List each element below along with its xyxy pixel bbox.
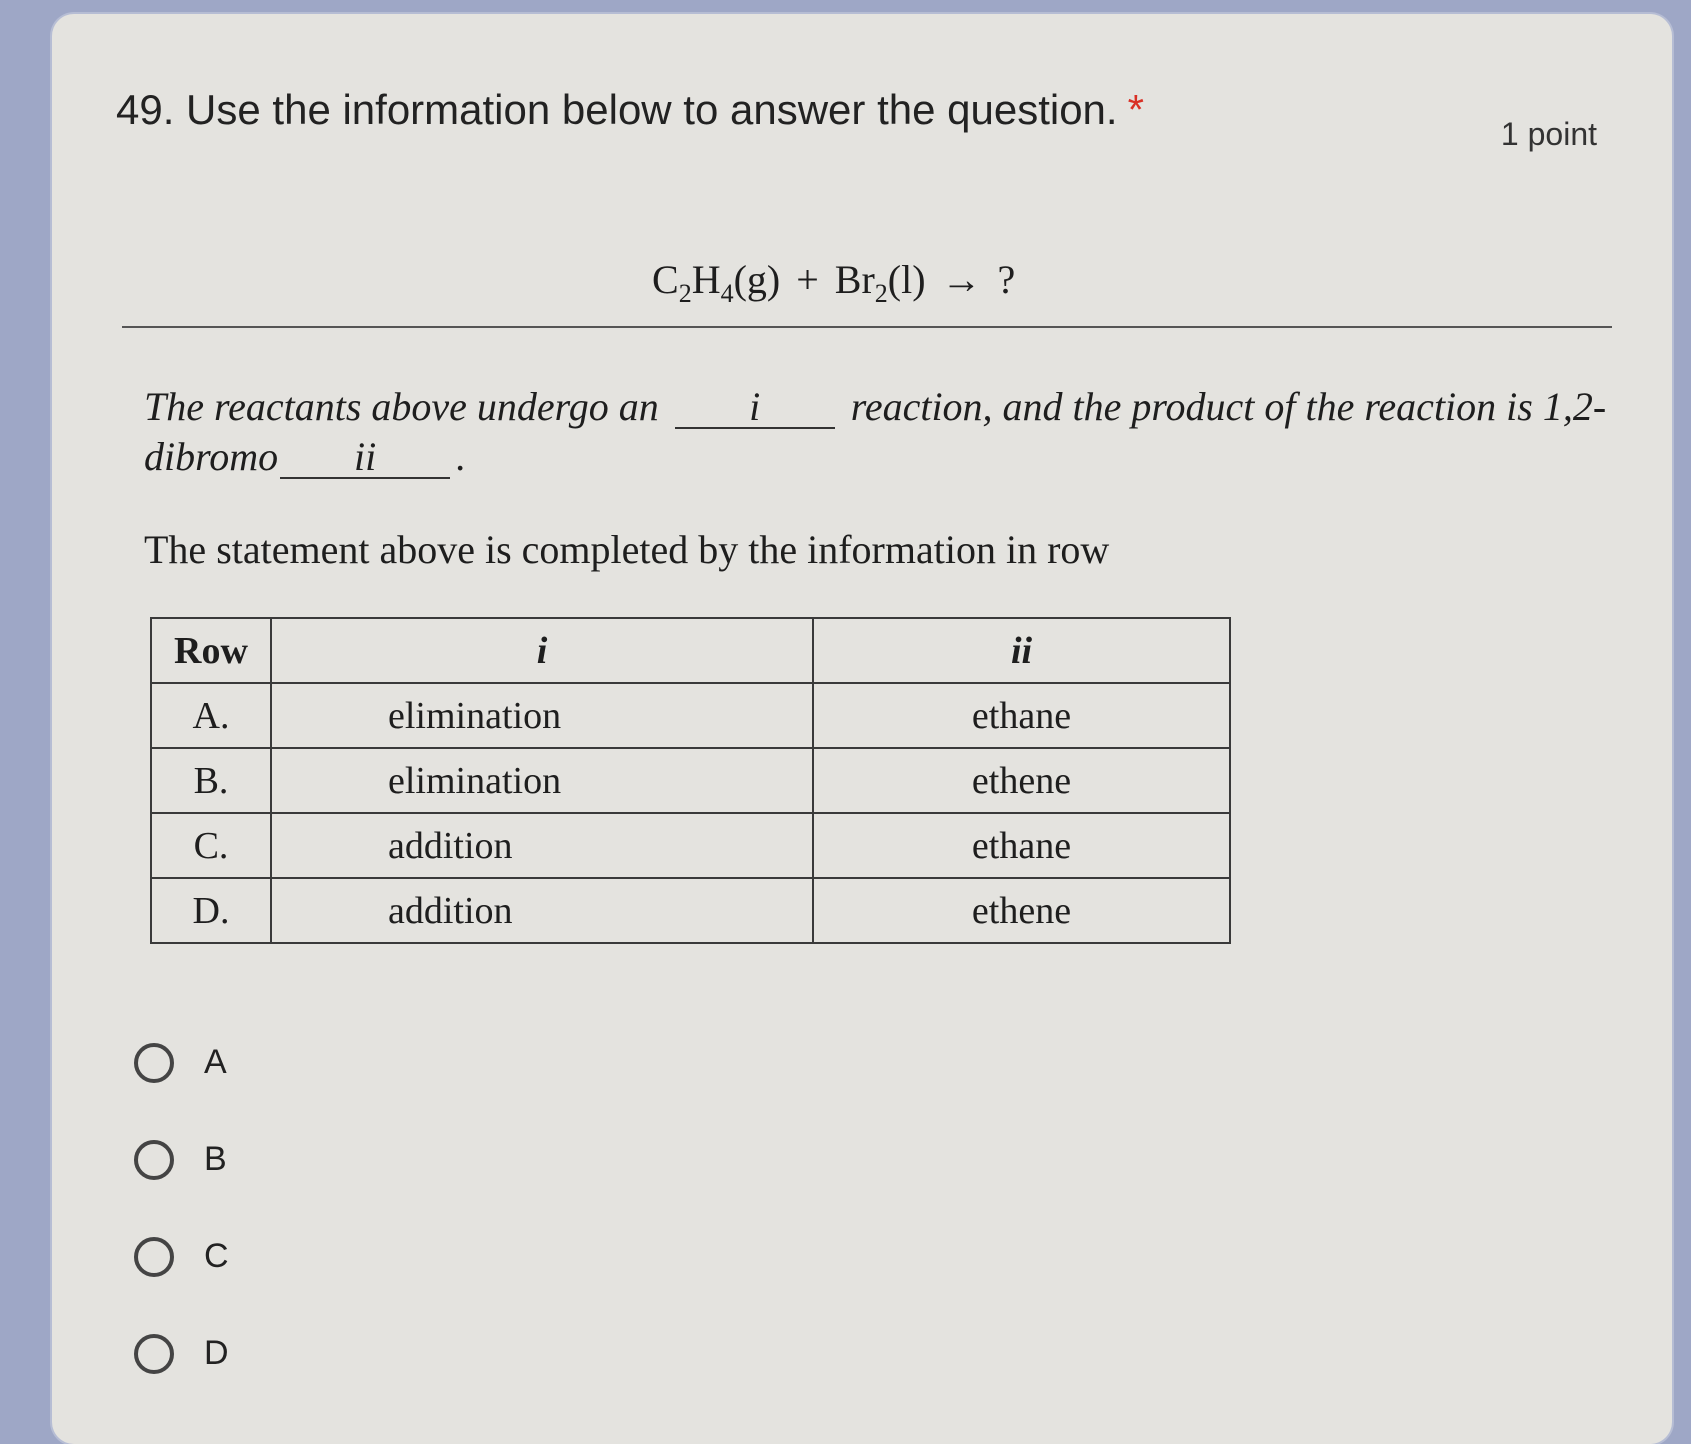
statement-part1: The reactants above undergo an xyxy=(144,384,659,429)
right-arrow-icon: → xyxy=(941,257,982,302)
radio-button-icon[interactable] xyxy=(134,1237,174,1277)
statement-end: . xyxy=(456,434,467,479)
row-label: C. xyxy=(151,813,271,878)
table-row xyxy=(151,813,1230,878)
eq-state-gas: (g) xyxy=(733,257,781,302)
question-title-text: 49. Use the information below to answer the question. xyxy=(116,86,1118,133)
option-a[interactable] xyxy=(134,1014,229,1111)
question-title xyxy=(116,86,1144,134)
required-asterisk: * xyxy=(1127,86,1144,133)
radio-button-icon[interactable] xyxy=(134,1334,174,1374)
blank-i: i xyxy=(675,387,835,429)
fill-in-statement xyxy=(144,382,1624,482)
question-points: 1 point xyxy=(1500,116,1597,152)
option-label[interactable]: C xyxy=(204,1237,229,1275)
row-ii-value: ethene xyxy=(813,878,1230,943)
option-label[interactable]: A xyxy=(204,1043,227,1081)
table-row xyxy=(151,878,1230,943)
option-label[interactable]: D xyxy=(204,1334,229,1372)
row-i-value: elimination xyxy=(271,683,813,748)
row-i-value: elimination xyxy=(271,748,813,813)
row-label: B. xyxy=(151,748,271,813)
eq-plus: + xyxy=(796,257,819,302)
eq-state-liquid: (l) xyxy=(887,257,926,302)
blank-ii: ii xyxy=(280,437,450,479)
radio-button-icon[interactable] xyxy=(134,1140,174,1180)
row-ii-value: ethane xyxy=(813,813,1230,878)
eq-carbon: C xyxy=(652,257,679,302)
chemical-equation xyxy=(652,256,1015,309)
row-i-value: addition xyxy=(271,813,813,878)
eq-bromine-subscript: 2 xyxy=(874,279,888,308)
header-row: Row xyxy=(151,618,271,683)
radio-button-icon[interactable] xyxy=(134,1043,174,1083)
table-row xyxy=(151,748,1230,813)
question-card xyxy=(52,14,1672,1444)
option-c[interactable] xyxy=(134,1208,229,1305)
row-ii-value: ethane xyxy=(813,683,1230,748)
row-ii-value: ethene xyxy=(813,748,1230,813)
eq-hydrogen: H xyxy=(691,257,721,302)
header-i: i xyxy=(271,618,813,683)
row-label: D. xyxy=(151,878,271,943)
eq-bromine: Br xyxy=(834,257,875,302)
row-label: A. xyxy=(151,683,271,748)
eq-product: ? xyxy=(997,257,1016,302)
row-i-value: addition xyxy=(271,878,813,943)
option-d[interactable] xyxy=(134,1305,229,1402)
option-label[interactable]: B xyxy=(204,1140,227,1178)
eq-carbon-subscript: 2 xyxy=(678,279,692,308)
option-b[interactable] xyxy=(134,1111,229,1208)
header-ii: ii xyxy=(813,618,1230,683)
statement-part2: reaction, and the product of the reaction is 1,2-dibromo xyxy=(144,384,1607,479)
eq-hydrogen-subscript: 4 xyxy=(720,279,734,308)
divider xyxy=(122,326,1612,328)
table-header-row xyxy=(151,618,1230,683)
table-row xyxy=(151,683,1230,748)
question-prompt: The statement above is completed by the information in row xyxy=(144,527,1110,572)
answer-table xyxy=(150,617,1231,944)
answer-options xyxy=(134,1014,229,1402)
